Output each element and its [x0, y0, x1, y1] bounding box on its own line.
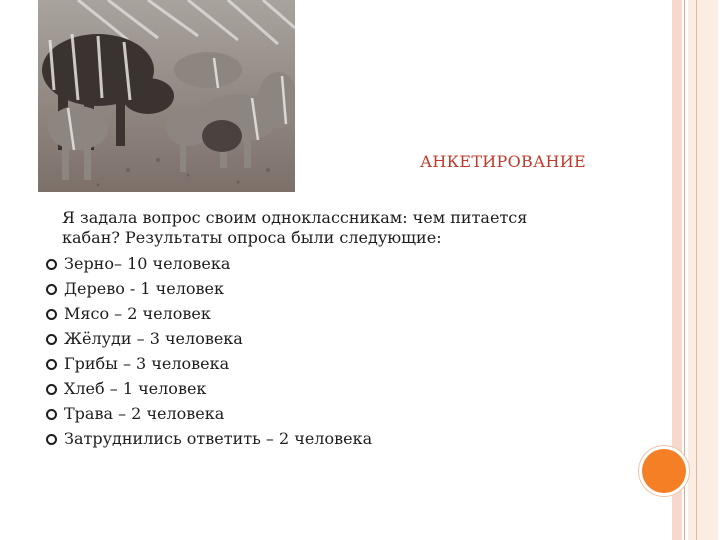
wild-boars-photo — [38, 0, 295, 192]
hollow-circle-bullet-icon — [46, 359, 57, 370]
hollow-circle-bullet-icon — [46, 334, 57, 345]
list-item — [44, 254, 372, 279]
list-item — [44, 304, 372, 329]
orange-circle-decoration — [642, 449, 686, 493]
intro-paragraph — [62, 208, 602, 248]
intro-line-2: кабан? Результаты опроса были следующие: — [62, 228, 442, 247]
list-item-text: Зерно– 10 человека — [64, 254, 231, 273]
hollow-circle-bullet-icon — [46, 434, 57, 445]
list-item — [44, 429, 372, 454]
frame-stripe — [688, 0, 718, 540]
list-item-text: Трава – 2 человека — [64, 404, 225, 423]
list-item-text: Мясо – 2 человек — [64, 304, 211, 323]
boars-illustration — [38, 0, 295, 192]
list-item — [44, 404, 372, 429]
slide-title: АНКЕТИРОВАНИЕ — [420, 152, 587, 171]
hollow-circle-bullet-icon — [46, 384, 57, 395]
hollow-circle-bullet-icon — [46, 309, 57, 320]
intro-line-1: Я задала вопрос своим одноклассникам: чем питается — [62, 208, 528, 227]
list-item-text: Хлеб – 1 человек — [64, 379, 207, 398]
list-item — [44, 354, 372, 379]
frame-line — [684, 0, 685, 540]
list-item — [44, 279, 372, 304]
hollow-circle-bullet-icon — [46, 409, 57, 420]
list-item — [44, 329, 372, 354]
list-item-text: Дерево - 1 человек — [64, 279, 224, 298]
list-item — [44, 379, 372, 404]
list-item-text: Затруднились ответить – 2 человека — [64, 429, 373, 448]
list-item-text: Жёлуди – 3 человека — [64, 329, 243, 348]
hollow-circle-bullet-icon — [46, 284, 57, 295]
hollow-circle-bullet-icon — [46, 259, 57, 270]
survey-results-list — [44, 254, 372, 454]
frame-line — [696, 0, 697, 540]
list-item-text: Грибы – 3 человека — [64, 354, 230, 373]
